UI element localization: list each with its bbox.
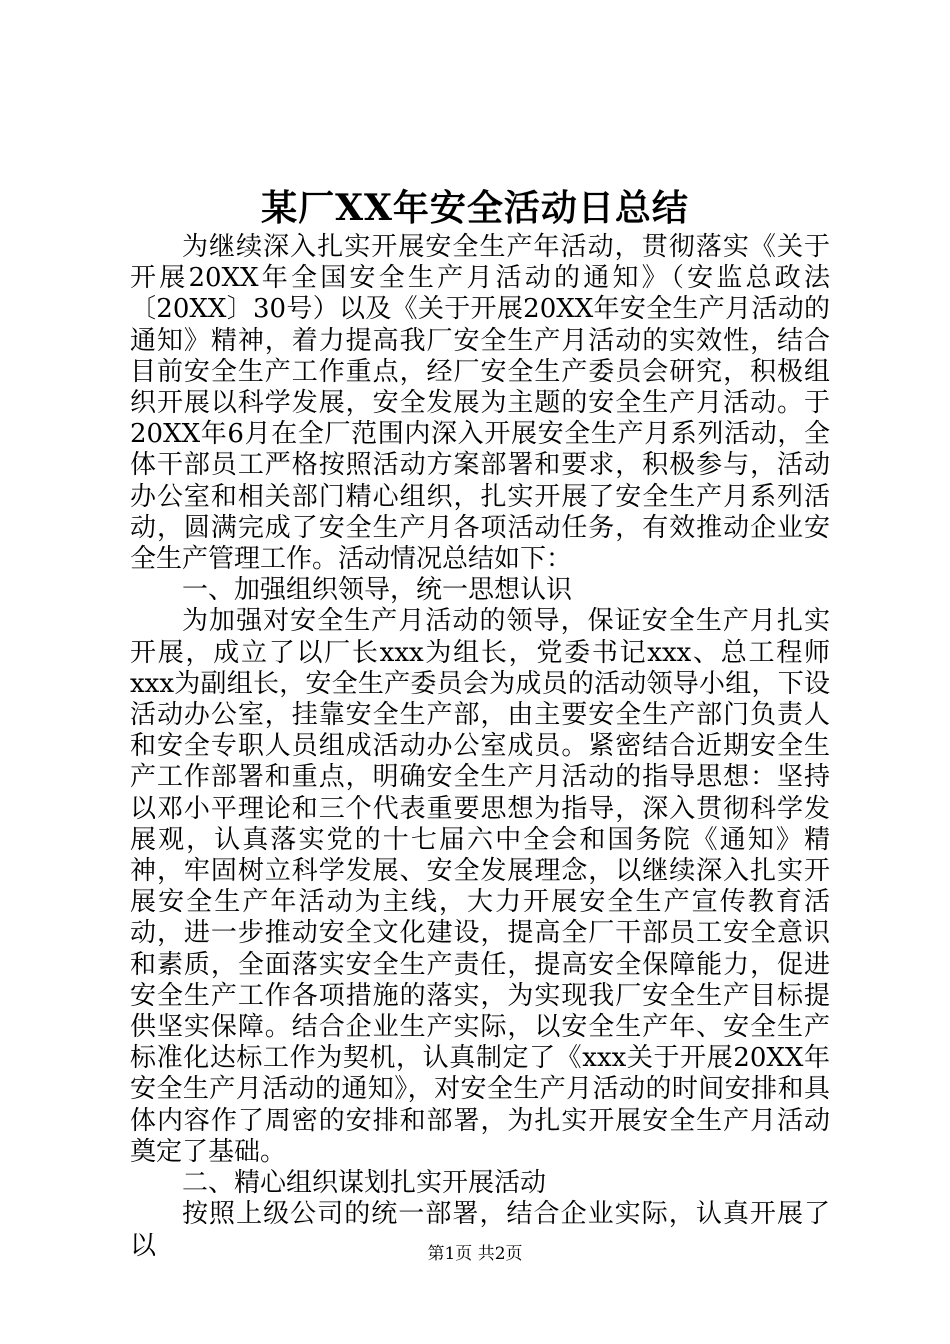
document-title: 某厂XX年安全活动日总结 [261, 187, 689, 229]
section-heading-2: 二、精心组织谋划扎实开展活动 [182, 1168, 547, 1199]
paragraph-section-1: 为加强对安全生产月活动的领导，保证安全生产月扎实开展，成立了以厂长xxx为组长，党委书记xxx、总工程师xxx为副组长，安全生产委员会为成员的活动领导小组，下设活动办公室，挂靠安全生产部，由主要安全生产部门负责人和安全专职人员组成活动办公室成员。紧密结合近期安全生产工作部署和重点，明确安全生产月活动的指导思想：坚持以邓小平理论和三个代表重要思想为指导，深入贯彻科学发展观，认真落实党的十七届六中全会和国务院《通知》精神，牢固树立科学发展、安全发展理念，以继续深入扎实开展安全生产年活动为主线，大力开展安全生产宣传教育活动，进一步推动安全文化建设，提高全厂干部员工安全意识和素质，全面落实安全生产责任，提高安全保障能力，促进安全生产工作各项措施的落实，为实现我厂安全生产目标提供坚实保障。结合企业生产实际，以安全生产年、安全生产标准化达标工作为契机，认真制定了《xxx关于开展20XX年安全生产月活动的通知》，对安全生产月活动的时间安排和具体内容作了周密的安排和部署，为扎实开展安全生产月活动奠定了基础。 [130, 606, 830, 1167]
document-body [130, 232, 830, 1262]
paragraph-intro: 为继续深入扎实开展安全生产年活动，贯彻落实《关于开展20XX年全国安全生产月活动的通知》（安监总政法〔20XX〕30号）以及《关于开展20XX年安全生产月活动的通知》精神，着力提高我厂安全生产月活动的实效性，结合目前安全生产工作重点，经厂安全生产委员会研究，积极组织开展以科学发展，安全发展为主题的安全生产月活动。于20XX年6月在全厂范围内深入开展安全生产月系列活动，全体干部员工严格按照活动方案部署和要求，积极参与，活动办公室和相关部门精心组织，扎实开展了安全生产月系列活动，圆满完成了安全生产月各项活动任务，有效推动企业安全生产管理工作。活动情况总结如下： [130, 232, 830, 575]
page-footer: 第1页 共2页 [427, 1244, 523, 1264]
section-heading-1: 一、加强组织领导，统一思想认识 [182, 575, 573, 606]
paragraph-section-2: 按照上级公司的统一部署，结合企业实际，认真开展了以 [130, 1199, 830, 1261]
